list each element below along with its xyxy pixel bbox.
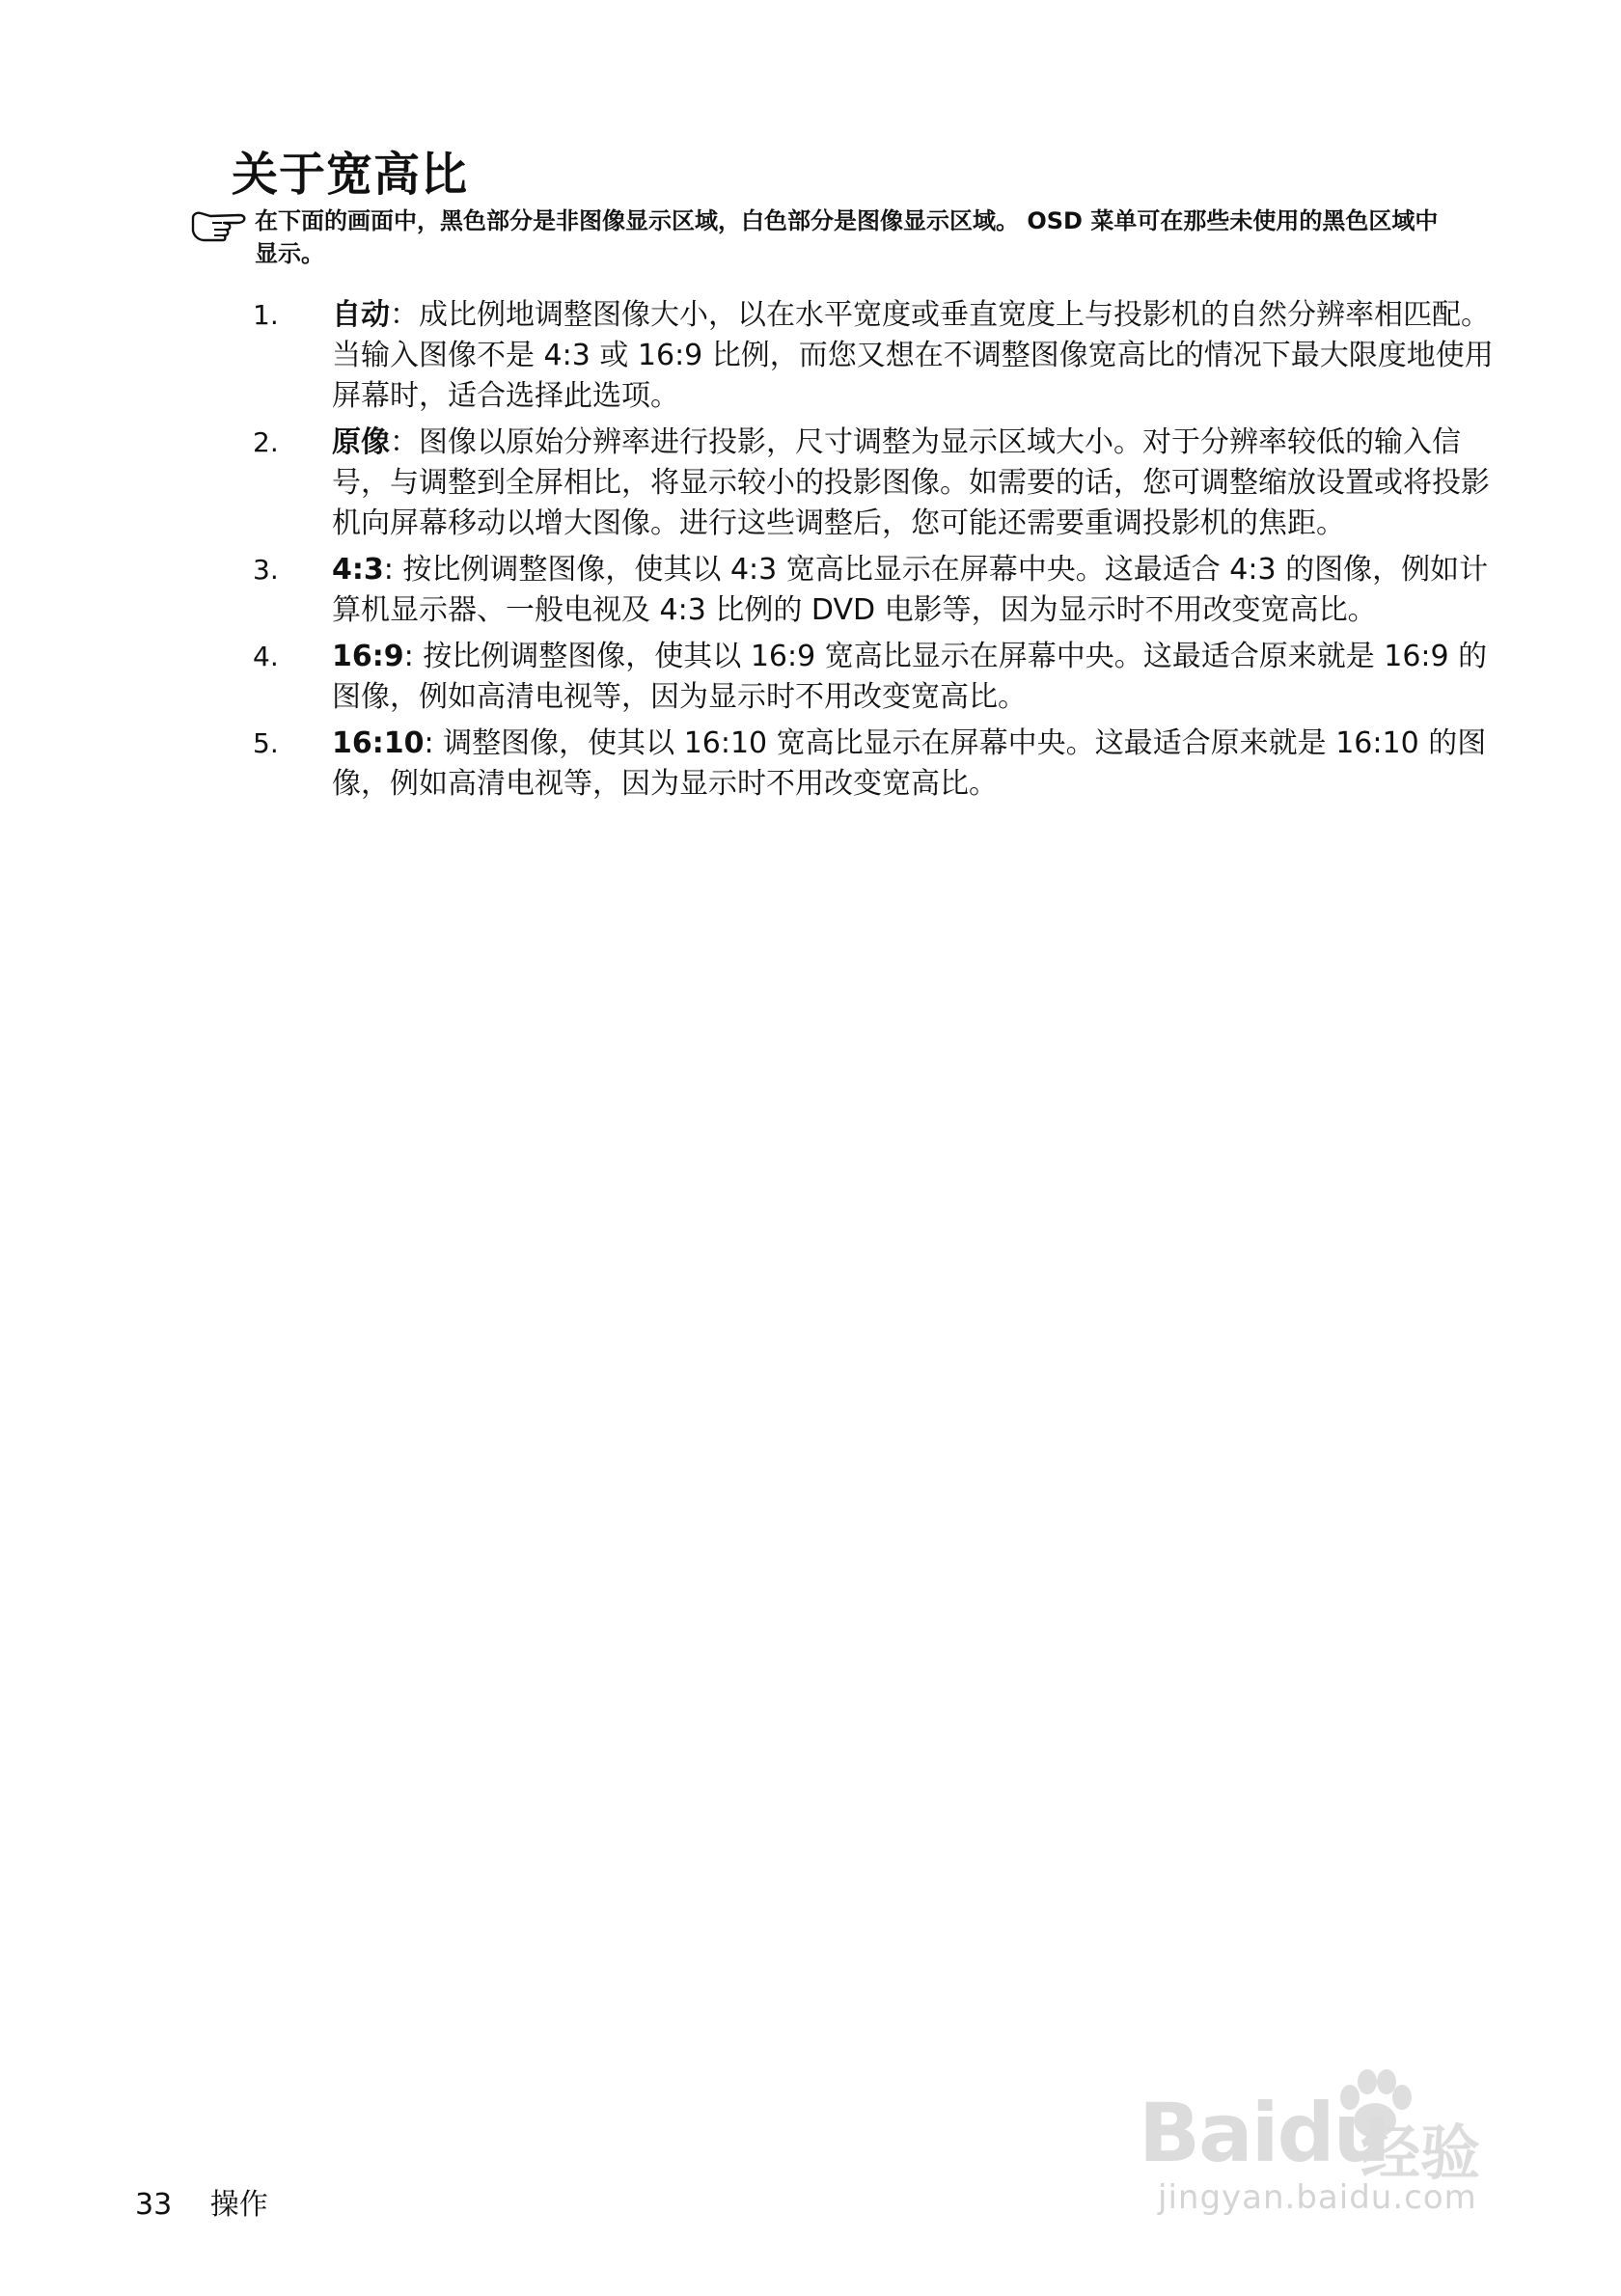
page-number: 33 [135,2188,173,2222]
list-item-separator: : [424,726,444,760]
list-item-separator: ： [390,298,419,332]
list-item-term: 16:10 [332,726,425,760]
pointing-hand-icon [189,208,251,243]
list-item-term: 16:9 [332,640,404,673]
list-item-text: 调整图像，使其以 16:10 宽高比显示在屏幕中央。这最适合原来就是 16:10 的图像，例如高清电视等，因为显示时不用改变宽高比。 [332,726,1487,801]
list-item [253,724,1507,805]
page-footer [135,2180,268,2223]
list-item-number: 1. [253,299,279,331]
watermark-cn: 经验 [1360,2118,1481,2188]
list-item-separator: : [403,640,424,673]
note-text: 在下面的画面中，黑色部分是非图像显示区域，白色部分是图像显示区域。 OSD 菜单可在那些未使用的黑色区域中显示。 [255,207,1439,267]
list-item-term: 4:3 [332,553,384,587]
list-item-number: 3. [253,554,279,586]
watermark-url: jingyan.baidu.com [1158,2178,1477,2217]
watermark-brand: Baidu [1139,2086,1389,2180]
list-item [253,637,1507,718]
list-item-text: 成比例地调整图像大小，以在水平宽度或垂直宽度上与投影机的自然分辨率相匹配。当输入图像不是 4:3 或 16:9 比例，而您又想在不调整图像宽高比的情况下最大限度地使用屏幕时，适合选择此选项。 [332,298,1494,413]
watermark [1129,2055,1534,2219]
aspect-ratio-list [253,295,1507,810]
page-title: 关于宽高比 [232,148,469,202]
list-item-text: 按比例调整图像，使其以 4:3 宽高比显示在屏幕中央。这最适合 4:3 的图像，例如计算机显示器、一般电视及 4:3 比例的 DVD 电影等，因为显示时不用改变宽高比。 [332,553,1489,627]
list-item-number: 4. [253,641,279,672]
section-name: 操作 [209,2188,268,2222]
list-item-term: 自动 [332,298,390,332]
list-item [253,295,1507,417]
list-item-number: 2. [253,426,279,458]
list-item-separator: : [383,553,403,587]
list-item-separator: ： [390,425,419,459]
list-item-text: 按比例调整图像，使其以 16:9 宽高比显示在屏幕中央。这最适合原来就是 16:9 的图像，例如高清电视等，因为显示时不用改变宽高比。 [332,640,1488,714]
list-item [253,423,1507,544]
list-item-text: 图像以原始分辨率进行投影，尺寸调整为显示区域大小。对于分辨率较低的输入信号，与调整到全屏相比，将显示较小的投影图像。如需要的话，您可调整缩放设置或将投影机向屏幕移动以增大图像。进行这些调整后，您可能还需要重调投影机的焦距。 [332,425,1490,540]
list-item [253,550,1507,631]
list-item-term: 原像 [332,425,390,459]
list-item-number: 5. [253,727,279,759]
